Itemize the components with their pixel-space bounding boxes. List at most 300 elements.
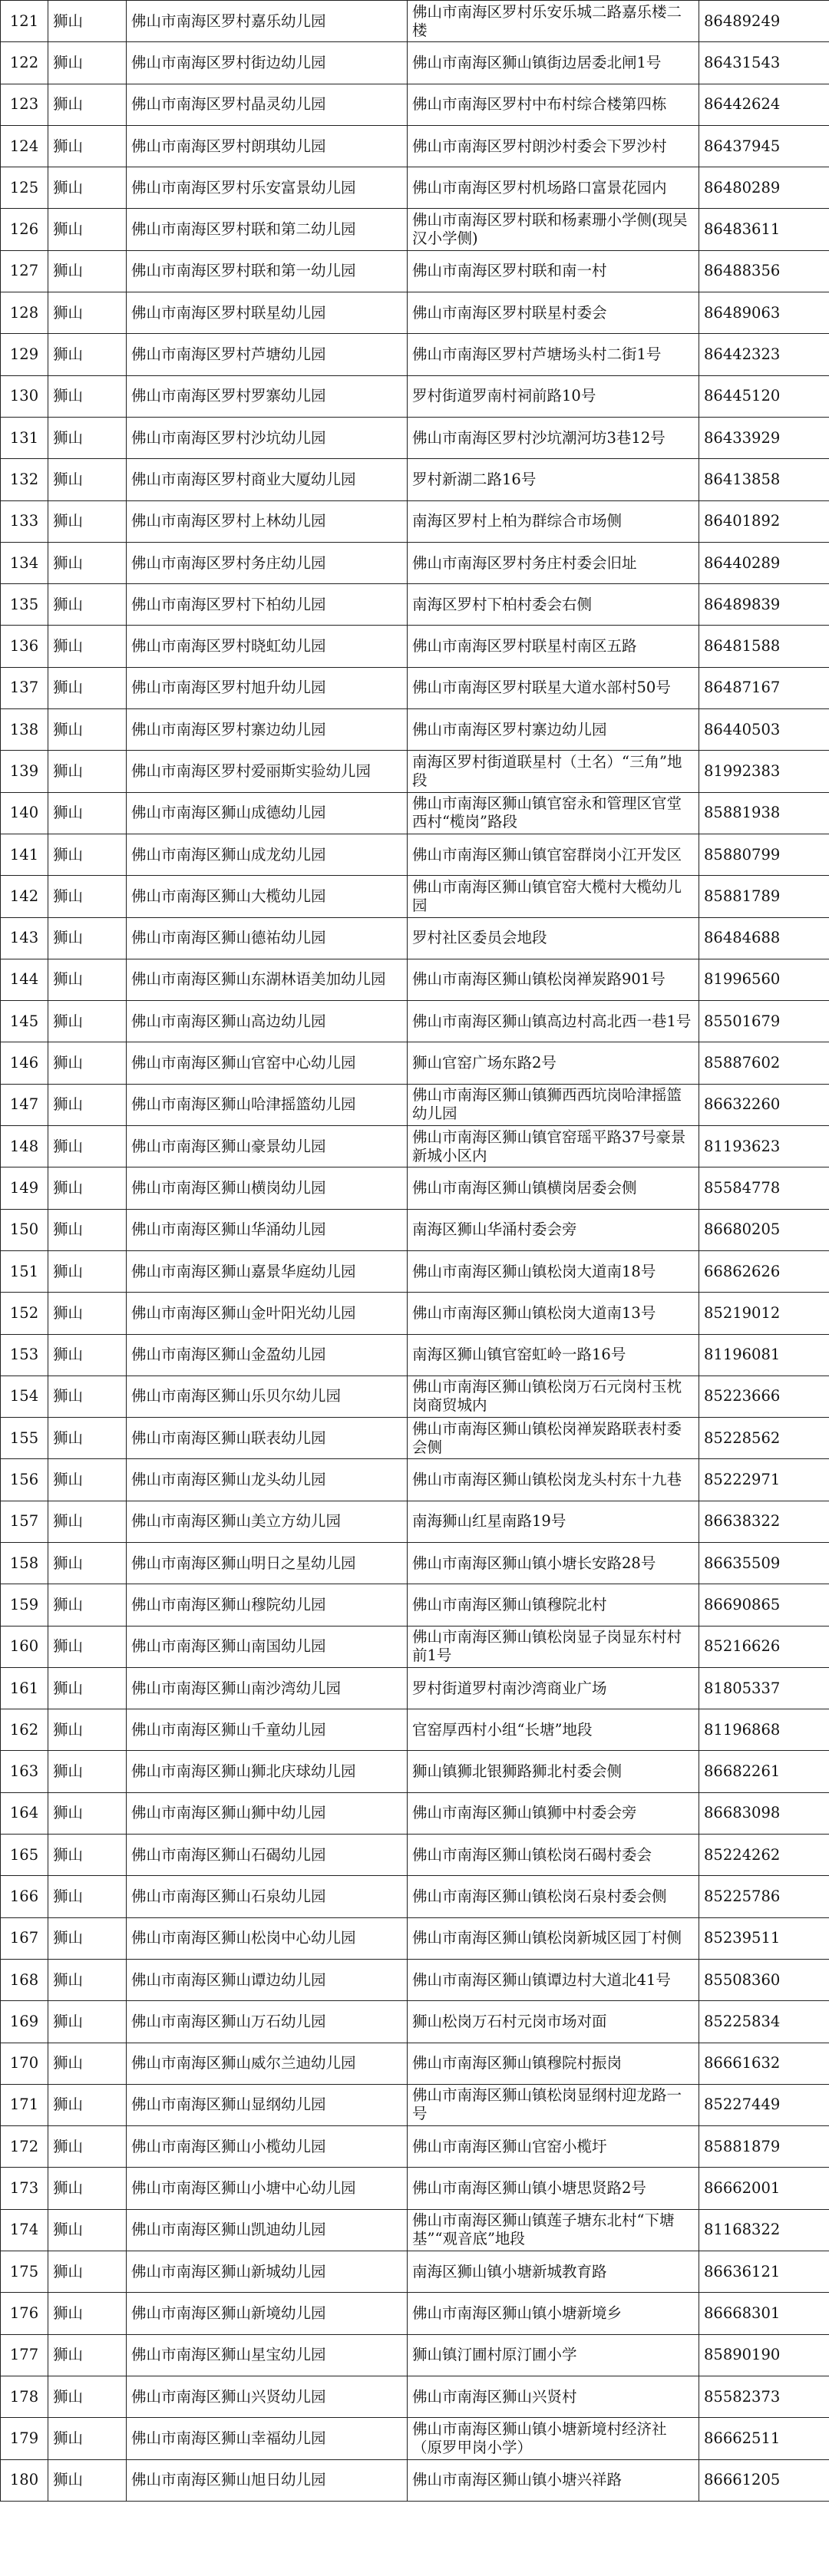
district-cell: 狮山 [48, 2334, 127, 2376]
phone-cell: 86489063 [699, 292, 829, 334]
kindergarten-name-cell: 佛山市南海区狮山东湖林语美加幼儿园 [127, 959, 408, 1000]
row-index-cell: 155 [1, 1418, 48, 1459]
row-index-cell: 180 [1, 2459, 48, 2501]
address-cell: 佛山市南海区狮山镇穆院北村 [408, 1584, 699, 1626]
row-index-cell: 154 [1, 1376, 48, 1417]
address-cell: 南海区罗村街道联星村（土名）“三角”地段 [408, 751, 699, 792]
address-cell: 南海狮山红星南路19号 [408, 1501, 699, 1542]
table-row [1, 1334, 829, 1376]
phone-cell: 86683098 [699, 1792, 829, 1834]
district-cell: 狮山 [48, 1959, 127, 2000]
row-index-cell: 176 [1, 2293, 48, 2334]
kindergarten-name-cell: 佛山市南海区罗村旭升幼儿园 [127, 667, 408, 708]
row-index-cell: 162 [1, 1709, 48, 1751]
kindergarten-name-cell: 佛山市南海区狮山狮中幼儿园 [127, 1792, 408, 1834]
district-cell: 狮山 [48, 1584, 127, 1626]
address-cell: 罗村社区委员会地段 [408, 917, 699, 959]
kindergarten-name-cell: 佛山市南海区狮山小榄幼儿园 [127, 2126, 408, 2168]
row-index-cell: 128 [1, 292, 48, 334]
kindergarten-name-cell: 佛山市南海区狮山谭边幼儿园 [127, 1959, 408, 2000]
table-row [1, 1751, 829, 1792]
table-row [1, 542, 829, 583]
district-cell: 狮山 [48, 2168, 127, 2209]
kindergarten-name-cell: 佛山市南海区狮山成龙幼儿园 [127, 834, 408, 875]
district-cell: 狮山 [48, 1501, 127, 1542]
kindergarten-name-cell: 佛山市南海区狮山金叶阳光幼儿园 [127, 1293, 408, 1334]
table-row [1, 2084, 829, 2125]
district-cell: 狮山 [48, 2126, 127, 2168]
address-cell: 佛山市南海区罗村务庄村委会旧址 [408, 542, 699, 583]
district-cell: 狮山 [48, 1, 127, 42]
kindergarten-name-cell: 佛山市南海区狮山美立方幼儿园 [127, 1501, 408, 1542]
phone-cell: 86431543 [699, 42, 829, 84]
row-index-cell: 144 [1, 959, 48, 1000]
row-index-cell: 126 [1, 209, 48, 250]
phone-cell: 86682261 [699, 1751, 829, 1792]
address-cell: 佛山市南海区狮山镇官窑群岗小江开发区 [408, 834, 699, 875]
phone-cell: 86632260 [699, 1084, 829, 1125]
phone-cell: 85227449 [699, 2084, 829, 2125]
district-cell: 狮山 [48, 1418, 127, 1459]
table-row [1, 1709, 829, 1751]
phone-cell: 86488356 [699, 250, 829, 292]
row-index-cell: 140 [1, 792, 48, 834]
kindergarten-name-cell: 佛山市南海区罗村务庄幼儿园 [127, 542, 408, 583]
kindergarten-name-cell: 佛山市南海区罗村晶灵幼儿园 [127, 84, 408, 125]
address-cell: 佛山市南海区狮山镇街边居委北闸1号 [408, 42, 699, 84]
table-row [1, 1667, 829, 1709]
phone-cell: 85219012 [699, 1293, 829, 1334]
kindergarten-name-cell: 佛山市南海区罗村朗琪幼儿园 [127, 125, 408, 167]
address-cell: 佛山市南海区狮山镇松岗显子岗显东村村前1号 [408, 1626, 699, 1667]
kindergarten-name-cell: 佛山市南海区罗村联和第二幼儿园 [127, 209, 408, 250]
district-cell: 狮山 [48, 1917, 127, 1959]
kindergarten-name-cell: 佛山市南海区狮山联表幼儿园 [127, 1418, 408, 1459]
kindergarten-name-cell: 佛山市南海区狮山兴贤幼儿园 [127, 2376, 408, 2417]
kindergarten-name-cell: 佛山市南海区罗村街边幼儿园 [127, 42, 408, 84]
phone-cell: 86481588 [699, 626, 829, 667]
district-cell: 狮山 [48, 834, 127, 875]
row-index-cell: 168 [1, 1959, 48, 2000]
table-row [1, 1876, 829, 1917]
kindergarten-name-cell: 佛山市南海区狮山石碣幼儿园 [127, 1835, 408, 1876]
kindergarten-name-cell: 佛山市南海区狮山德祐幼儿园 [127, 917, 408, 959]
district-cell: 狮山 [48, 417, 127, 458]
district-cell: 狮山 [48, 1876, 127, 1917]
table-row [1, 84, 829, 125]
address-cell: 佛山市南海区罗村联星村南区五路 [408, 626, 699, 667]
district-cell: 狮山 [48, 1084, 127, 1125]
kindergarten-name-cell: 佛山市南海区狮山显纲幼儿园 [127, 2084, 408, 2125]
phone-cell: 85880799 [699, 834, 829, 875]
row-index-cell: 179 [1, 2418, 48, 2459]
row-index-cell: 146 [1, 1042, 48, 1084]
phone-cell: 86668301 [699, 2293, 829, 2334]
kindergarten-name-cell: 佛山市南海区狮山南国幼儿园 [127, 1626, 408, 1667]
kindergarten-name-cell: 佛山市南海区罗村上林幼儿园 [127, 500, 408, 542]
district-cell: 狮山 [48, 1209, 127, 1250]
kindergarten-name-cell: 佛山市南海区狮山万石幼儿园 [127, 2001, 408, 2043]
table-row [1, 2251, 829, 2293]
address-cell: 南海区罗村上柏为群综合市场侧 [408, 500, 699, 542]
row-index-cell: 143 [1, 917, 48, 959]
address-cell: 佛山市南海区狮山镇官窑大榄村大榄幼儿园 [408, 876, 699, 917]
phone-cell: 86413858 [699, 459, 829, 500]
row-index-cell: 136 [1, 626, 48, 667]
district-cell: 狮山 [48, 542, 127, 583]
district-cell: 狮山 [48, 751, 127, 792]
address-cell: 佛山市南海区罗村朗沙村委会下罗沙村 [408, 125, 699, 167]
row-index-cell: 178 [1, 2376, 48, 2417]
kindergarten-name-cell: 佛山市南海区罗村寨边幼儿园 [127, 709, 408, 751]
table-row [1, 792, 829, 834]
phone-cell: 85224262 [699, 1835, 829, 1876]
table-row [1, 751, 829, 792]
row-index-cell: 175 [1, 2251, 48, 2293]
address-cell: 罗村街道罗南村祠前路10号 [408, 375, 699, 417]
kindergarten-name-cell: 佛山市南海区罗村联和第一幼儿园 [127, 250, 408, 292]
row-index-cell: 147 [1, 1084, 48, 1125]
table-row [1, 167, 829, 209]
kindergarten-name-cell: 佛山市南海区狮山南沙湾幼儿园 [127, 1667, 408, 1709]
phone-cell: 86662001 [699, 2168, 829, 2209]
row-index-cell: 130 [1, 375, 48, 417]
table-row [1, 417, 829, 458]
kindergarten-name-cell: 佛山市南海区狮山成德幼儿园 [127, 792, 408, 834]
kindergarten-name-cell: 佛山市南海区罗村晓虹幼儿园 [127, 626, 408, 667]
phone-cell: 86445120 [699, 375, 829, 417]
kindergarten-name-cell: 佛山市南海区狮山横岗幼儿园 [127, 1167, 408, 1209]
district-cell: 狮山 [48, 1042, 127, 1084]
address-cell: 佛山市南海区狮山镇松岗大道南13号 [408, 1293, 699, 1334]
phone-cell: 85881879 [699, 2126, 829, 2168]
address-cell: 佛山市南海区狮山镇谭边村大道北41号 [408, 1959, 699, 2000]
address-cell: 佛山市南海区罗村联和南一村 [408, 250, 699, 292]
table-row [1, 1376, 829, 1417]
table-row [1, 1209, 829, 1250]
table-row [1, 1835, 829, 1876]
district-cell: 狮山 [48, 667, 127, 708]
kindergarten-name-cell: 佛山市南海区狮山豪景幼儿园 [127, 1126, 408, 1167]
address-cell: 佛山市南海区狮山镇狮西西坑岗哈津摇篮幼儿园 [408, 1084, 699, 1125]
table-row [1, 42, 829, 84]
table-row [1, 1418, 829, 1459]
phone-cell: 86662511 [699, 2418, 829, 2459]
address-cell: 佛山市南海区狮山镇松岗新城区园丁村侧 [408, 1917, 699, 1959]
phone-cell: 81168322 [699, 2209, 829, 2251]
kindergarten-name-cell: 佛山市南海区狮山威尔兰迪幼儿园 [127, 2043, 408, 2084]
address-cell: 佛山市南海区狮山镇莲子塘东北村“下塘基”“观音底”地段 [408, 2209, 699, 2251]
table-row [1, 2209, 829, 2251]
table-row [1, 2293, 829, 2334]
kindergarten-name-cell: 佛山市南海区狮山旭日幼儿园 [127, 2459, 408, 2501]
table-body [1, 1, 829, 2502]
district-cell: 狮山 [48, 292, 127, 334]
district-cell: 狮山 [48, 1709, 127, 1751]
district-cell: 狮山 [48, 1542, 127, 1584]
phone-cell: 86483611 [699, 209, 829, 250]
phone-cell: 81193623 [699, 1126, 829, 1167]
row-index-cell: 134 [1, 542, 48, 583]
kindergarten-name-cell: 佛山市南海区狮山高边幼儿园 [127, 1001, 408, 1042]
phone-cell: 66862626 [699, 1250, 829, 1292]
table-row [1, 709, 829, 751]
kindergarten-name-cell: 佛山市南海区狮山龙头幼儿园 [127, 1459, 408, 1501]
table-row [1, 959, 829, 1000]
address-cell: 佛山市南海区狮山镇横岗居委会侧 [408, 1167, 699, 1209]
table-row [1, 626, 829, 667]
district-cell: 狮山 [48, 917, 127, 959]
district-cell: 狮山 [48, 1751, 127, 1792]
kindergarten-name-cell: 佛山市南海区罗村乐安富景幼儿园 [127, 167, 408, 209]
table-row [1, 1792, 829, 1834]
kindergarten-name-cell: 佛山市南海区狮山嘉景华庭幼儿园 [127, 1250, 408, 1292]
table-row [1, 1584, 829, 1626]
phone-cell: 86480289 [699, 167, 829, 209]
address-cell: 佛山市南海区罗村联和杨素珊小学侧(现吴汉小学侧) [408, 209, 699, 250]
table-row [1, 1626, 829, 1667]
address-cell: 佛山市南海区狮山镇高边村高北西一巷1号 [408, 1001, 699, 1042]
table-row [1, 375, 829, 417]
district-cell: 狮山 [48, 42, 127, 84]
table-row [1, 1, 829, 42]
row-index-cell: 170 [1, 2043, 48, 2084]
row-index-cell: 161 [1, 1667, 48, 1709]
address-cell: 佛山市南海区狮山镇小塘长安路28号 [408, 1542, 699, 1584]
phone-cell: 85582373 [699, 2376, 829, 2417]
district-cell: 狮山 [48, 459, 127, 500]
row-index-cell: 153 [1, 1334, 48, 1376]
table-row [1, 334, 829, 375]
table-row [1, 584, 829, 626]
address-cell: 佛山市南海区罗村联星大道水部村50号 [408, 667, 699, 708]
table-row [1, 500, 829, 542]
table-row [1, 2126, 829, 2168]
address-cell: 佛山市南海区狮山镇小塘新境乡 [408, 2293, 699, 2334]
row-index-cell: 137 [1, 667, 48, 708]
kindergarten-name-cell: 佛山市南海区狮山小塘中心幼儿园 [127, 2168, 408, 2209]
row-index-cell: 125 [1, 167, 48, 209]
address-cell: 佛山市南海区狮山镇狮中村委会旁 [408, 1792, 699, 1834]
address-cell: 佛山市南海区狮山兴贤村 [408, 2376, 699, 2417]
row-index-cell: 122 [1, 42, 48, 84]
district-cell: 狮山 [48, 792, 127, 834]
phone-cell: 86661632 [699, 2043, 829, 2084]
district-cell: 狮山 [48, 375, 127, 417]
row-index-cell: 169 [1, 2001, 48, 2043]
phone-cell: 86489249 [699, 1, 829, 42]
district-cell: 狮山 [48, 1167, 127, 1209]
table-row [1, 834, 829, 875]
kindergarten-name-cell: 佛山市南海区罗村罗寨幼儿园 [127, 375, 408, 417]
phone-cell: 85881938 [699, 792, 829, 834]
table-row [1, 1293, 829, 1334]
kindergarten-name-cell: 佛山市南海区狮山星宝幼儿园 [127, 2334, 408, 2376]
district-cell: 狮山 [48, 250, 127, 292]
table-row [1, 1126, 829, 1167]
district-cell: 狮山 [48, 2043, 127, 2084]
address-cell: 佛山市南海区狮山镇小塘兴祥路 [408, 2459, 699, 2501]
table-row [1, 667, 829, 708]
district-cell: 狮山 [48, 1626, 127, 1667]
kindergarten-name-cell: 佛山市南海区狮山大榄幼儿园 [127, 876, 408, 917]
address-cell: 佛山市南海区狮山镇松岗禅炭路联表村委会侧 [408, 1418, 699, 1459]
row-index-cell: 142 [1, 876, 48, 917]
district-cell: 狮山 [48, 2376, 127, 2417]
row-index-cell: 138 [1, 709, 48, 751]
address-cell: 佛山市南海区狮山官窑小榄圩 [408, 2126, 699, 2168]
row-index-cell: 135 [1, 584, 48, 626]
table-row [1, 1042, 829, 1084]
address-cell: 佛山市南海区罗村中布村综合楼第四栋 [408, 84, 699, 125]
phone-cell: 85584778 [699, 1167, 829, 1209]
table-row [1, 125, 829, 167]
phone-cell: 86437945 [699, 125, 829, 167]
row-index-cell: 166 [1, 1876, 48, 1917]
phone-cell: 85216626 [699, 1626, 829, 1667]
table-row [1, 1542, 829, 1584]
kindergarten-name-cell: 佛山市南海区狮山石泉幼儿园 [127, 1876, 408, 1917]
phone-cell: 86484688 [699, 917, 829, 959]
kindergarten-name-cell: 佛山市南海区狮山哈津摇篮幼儿园 [127, 1084, 408, 1125]
kindergarten-name-cell: 佛山市南海区罗村爱丽斯实验幼儿园 [127, 751, 408, 792]
kindergarten-name-cell: 佛山市南海区狮山穆院幼儿园 [127, 1584, 408, 1626]
district-cell: 狮山 [48, 584, 127, 626]
address-cell: 佛山市南海区罗村沙坑潮河坊3巷12号 [408, 417, 699, 458]
table-row [1, 2376, 829, 2417]
kindergarten-name-cell: 佛山市南海区罗村下柏幼儿园 [127, 584, 408, 626]
table-row [1, 2418, 829, 2459]
district-cell: 狮山 [48, 959, 127, 1000]
table-row [1, 2168, 829, 2209]
address-cell: 佛山市南海区狮山镇松岗石碣村委会 [408, 1835, 699, 1876]
phone-cell: 85887602 [699, 1042, 829, 1084]
district-cell: 狮山 [48, 167, 127, 209]
phone-cell: 81996560 [699, 959, 829, 1000]
kindergarten-name-cell: 佛山市南海区狮山狮北庆球幼儿园 [127, 1751, 408, 1792]
district-cell: 狮山 [48, 2001, 127, 2043]
phone-cell: 86690865 [699, 1584, 829, 1626]
address-cell: 佛山市南海区狮山镇松岗大道南18号 [408, 1250, 699, 1292]
district-cell: 狮山 [48, 1250, 127, 1292]
table-row [1, 1167, 829, 1209]
kindergarten-name-cell: 佛山市南海区狮山明日之星幼儿园 [127, 1542, 408, 1584]
table-row [1, 876, 829, 917]
phone-cell: 86635509 [699, 1542, 829, 1584]
phone-cell: 86440289 [699, 542, 829, 583]
row-index-cell: 156 [1, 1459, 48, 1501]
district-cell: 狮山 [48, 2293, 127, 2334]
district-cell: 狮山 [48, 1293, 127, 1334]
row-index-cell: 132 [1, 459, 48, 500]
row-index-cell: 150 [1, 1209, 48, 1250]
address-cell: 罗村新湖二路16号 [408, 459, 699, 500]
district-cell: 狮山 [48, 209, 127, 250]
row-index-cell: 151 [1, 1250, 48, 1292]
phone-cell: 81196868 [699, 1709, 829, 1751]
table-row [1, 917, 829, 959]
row-index-cell: 123 [1, 84, 48, 125]
phone-cell: 85881789 [699, 876, 829, 917]
district-cell: 狮山 [48, 84, 127, 125]
address-cell: 南海区狮山镇小塘新城教育路 [408, 2251, 699, 2293]
row-index-cell: 129 [1, 334, 48, 375]
address-cell: 佛山市南海区狮山镇穆院村振岗 [408, 2043, 699, 2084]
address-cell: 狮山松岗万石村元岗市场对面 [408, 2001, 699, 2043]
row-index-cell: 148 [1, 1126, 48, 1167]
table-row [1, 1459, 829, 1501]
table-row [1, 1001, 829, 1042]
row-index-cell: 158 [1, 1542, 48, 1584]
row-index-cell: 145 [1, 1001, 48, 1042]
phone-cell: 85239511 [699, 1917, 829, 1959]
row-index-cell: 157 [1, 1501, 48, 1542]
kindergarten-name-cell: 佛山市南海区狮山新城幼儿园 [127, 2251, 408, 2293]
district-cell: 狮山 [48, 1334, 127, 1376]
kindergarten-name-cell: 佛山市南海区狮山华涌幼儿园 [127, 1209, 408, 1250]
address-cell: 狮山镇汀圃村原汀圃小学 [408, 2334, 699, 2376]
row-index-cell: 163 [1, 1751, 48, 1792]
phone-cell: 86442624 [699, 84, 829, 125]
phone-cell: 86680205 [699, 1209, 829, 1250]
kindergarten-name-cell: 佛山市南海区狮山松岗中心幼儿园 [127, 1917, 408, 1959]
row-index-cell: 165 [1, 1835, 48, 1876]
row-index-cell: 174 [1, 2209, 48, 2251]
row-index-cell: 177 [1, 2334, 48, 2376]
phone-cell: 86636121 [699, 2251, 829, 2293]
address-cell: 官窑厚西村小组“长塘”地段 [408, 1709, 699, 1751]
row-index-cell: 124 [1, 125, 48, 167]
phone-cell: 86401892 [699, 500, 829, 542]
address-cell: 佛山市南海区罗村机场路口富景花园内 [408, 167, 699, 209]
phone-cell: 86442323 [699, 334, 829, 375]
phone-cell: 85508360 [699, 1959, 829, 2000]
phone-cell: 85225786 [699, 1876, 829, 1917]
address-cell: 佛山市南海区狮山镇松岗显纲村迎龙路一号 [408, 2084, 699, 2125]
phone-cell: 81196081 [699, 1334, 829, 1376]
address-cell: 佛山市南海区罗村芦塘场头村二街1号 [408, 334, 699, 375]
row-index-cell: 133 [1, 500, 48, 542]
phone-cell: 85501679 [699, 1001, 829, 1042]
table-row [1, 1501, 829, 1542]
phone-cell: 86661205 [699, 2459, 829, 2501]
phone-cell: 85225834 [699, 2001, 829, 2043]
table-row [1, 459, 829, 500]
address-cell: 南海区罗村下柏村委会右侧 [408, 584, 699, 626]
district-cell: 狮山 [48, 2251, 127, 2293]
row-index-cell: 127 [1, 250, 48, 292]
district-cell: 狮山 [48, 500, 127, 542]
row-index-cell: 152 [1, 1293, 48, 1334]
address-cell: 佛山市南海区狮山镇小塘思贤路2号 [408, 2168, 699, 2209]
district-cell: 狮山 [48, 1376, 127, 1417]
phone-cell: 81805337 [699, 1667, 829, 1709]
district-cell: 狮山 [48, 1001, 127, 1042]
district-cell: 狮山 [48, 2418, 127, 2459]
district-cell: 狮山 [48, 2084, 127, 2125]
kindergarten-name-cell: 佛山市南海区罗村商业大厦幼儿园 [127, 459, 408, 500]
kindergarten-name-cell: 佛山市南海区狮山官窑中心幼儿园 [127, 1042, 408, 1084]
district-cell: 狮山 [48, 2459, 127, 2501]
table-row [1, 1917, 829, 1959]
table-row [1, 209, 829, 250]
row-index-cell: 159 [1, 1584, 48, 1626]
kindergarten-name-cell: 佛山市南海区狮山凯迪幼儿园 [127, 2209, 408, 2251]
kindergarten-name-cell: 佛山市南海区罗村芦塘幼儿园 [127, 334, 408, 375]
address-cell: 佛山市南海区狮山镇官窑瑶平路37号豪景新城小区内 [408, 1126, 699, 1167]
district-cell: 狮山 [48, 709, 127, 751]
kindergarten-name-cell: 佛山市南海区狮山新境幼儿园 [127, 2293, 408, 2334]
